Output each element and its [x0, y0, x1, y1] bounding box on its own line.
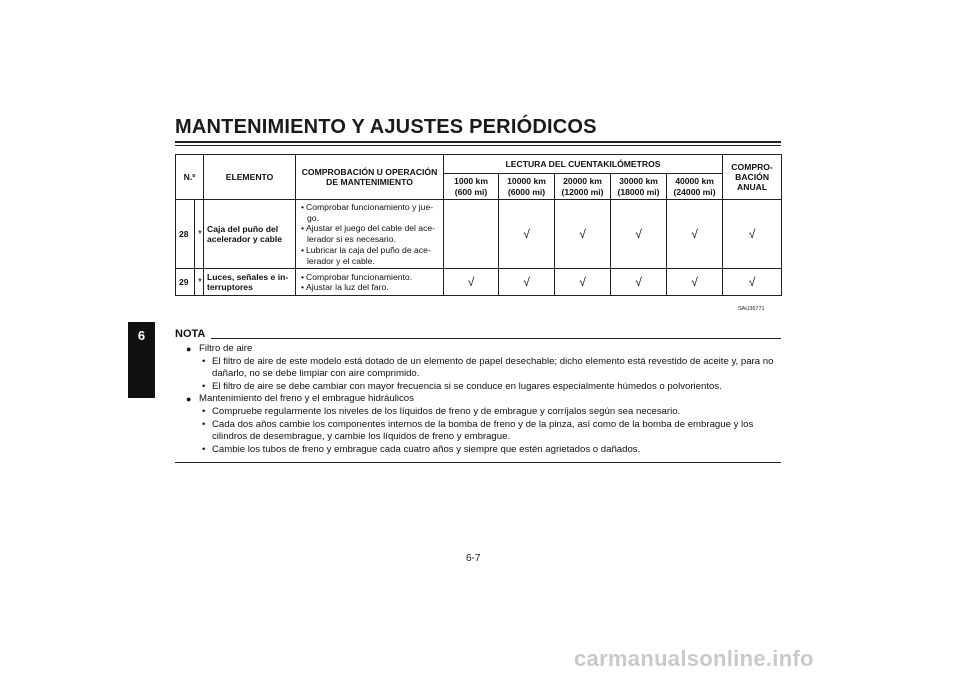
nota-section: [175, 343, 781, 456]
header-item: ELEMENTO: [204, 155, 296, 200]
nota-group: [175, 343, 781, 393]
check-cell: √: [499, 269, 555, 296]
title-rule-thin: [175, 145, 781, 146]
list-item: • El filtro de aire de este modelo está dotado de un elemento de papel desechable; dicho elemento está revestido de aceite y, para no dañarlo, no se debe limpiar con aire comprimido.: [202, 355, 774, 380]
group-title: Mantenimiento del freno y el embrague hidráulicos: [199, 393, 414, 405]
list-item: • Cambie los tubos de freno y embrague cada cuatro años y siempre que estén agrietados o dañados.: [202, 443, 641, 455]
header-annual: COMPRO- BACIÓN ANUAL: [723, 155, 782, 200]
nota-end-rule: [175, 462, 781, 463]
dot-icon: •: [202, 380, 206, 392]
chapter-tab: [128, 322, 155, 398]
row-number: 29: [176, 269, 195, 296]
nota-heading: NOTA: [175, 328, 206, 340]
dot-icon: •: [202, 405, 206, 417]
header-interval: 1000 km (600 mi): [444, 174, 499, 200]
header-reading: LECTURA DEL CUENTAKILÓMETROS: [444, 155, 723, 174]
check-cell: √: [555, 200, 611, 269]
check-cell: √: [611, 200, 667, 269]
check-cell: √: [444, 269, 499, 296]
header-interval: 40000 km (24000 mi): [667, 174, 723, 200]
header-interval: 10000 km (6000 mi): [499, 174, 555, 200]
check-cell: √: [499, 200, 555, 269]
header-interval: 20000 km (12000 mi): [555, 174, 611, 200]
nota-rule: [211, 338, 781, 339]
list-item: • El filtro de aire se debe cambiar con mayor frecuencia si se conduce en lugares especialmente húmedos o polvorientos.: [202, 380, 722, 392]
check-cell: [444, 200, 499, 269]
list-item: • Cada dos años cambie los componentes internos de la bomba de freno y de la pinza, así como de la bomba de embrague y los cilindros de desembrague, y cambie los líquidos de freno y embrague.: [202, 418, 754, 443]
row-operations: [296, 269, 444, 296]
check-cell: √: [723, 269, 782, 296]
document-code: SAU36771: [738, 306, 765, 312]
check-cell: √: [667, 269, 723, 296]
operation-item: • Ajustar la luz del faro.: [299, 282, 440, 293]
header-ops: COMPROBACIÓN U OPERACIÓN DE MANTENIMIENTO: [296, 155, 444, 200]
page-title: MANTENIMIENTO Y AJUSTES PERIÓDICOS: [175, 116, 597, 138]
header-interval: 30000 km (18000 mi): [611, 174, 667, 200]
watermark: carmanualsonline.info: [574, 646, 814, 671]
table-row: [176, 200, 782, 269]
check-cell: √: [667, 200, 723, 269]
row-item: Caja del puño del acelerador y cable: [204, 200, 296, 269]
operation-item: • Comprobar funcionamiento y jue-go.: [299, 202, 440, 223]
row-operations: [296, 200, 444, 269]
list-item: • Compruebe regularmente los niveles de los líquidos de freno y de embrague y corríjalos según sea necesario.: [202, 405, 681, 417]
dot-icon: •: [202, 443, 206, 455]
header-num: N.º: [176, 155, 204, 200]
check-cell: √: [723, 200, 782, 269]
page-number: 6-7: [466, 553, 481, 564]
operation-item: • Ajustar el juego del cable del ace-lerador si es necesario.: [299, 223, 440, 244]
check-cell: √: [555, 269, 611, 296]
nota-group: [175, 393, 781, 456]
row-item: Luces, señales e in-terruptores: [204, 269, 296, 296]
dot-icon: •: [202, 418, 206, 430]
chapter-number: 6: [137, 328, 146, 343]
operation-item: • Comprobar funcionamiento.: [299, 272, 440, 283]
maintenance-table: [175, 154, 782, 296]
row-star: *: [195, 269, 204, 296]
bullet-icon: ●: [186, 394, 192, 405]
group-title: Filtro de aire: [199, 343, 253, 354]
row-number: 28: [176, 200, 195, 269]
operation-item: • Lubricar la caja del puño de ace-lerador y el cable.: [299, 245, 440, 266]
bullet-icon: ●: [186, 344, 192, 354]
table-row: [176, 269, 782, 296]
title-rule: [175, 141, 781, 143]
check-cell: √: [611, 269, 667, 296]
dot-icon: •: [202, 355, 206, 367]
row-star: *: [195, 200, 204, 269]
